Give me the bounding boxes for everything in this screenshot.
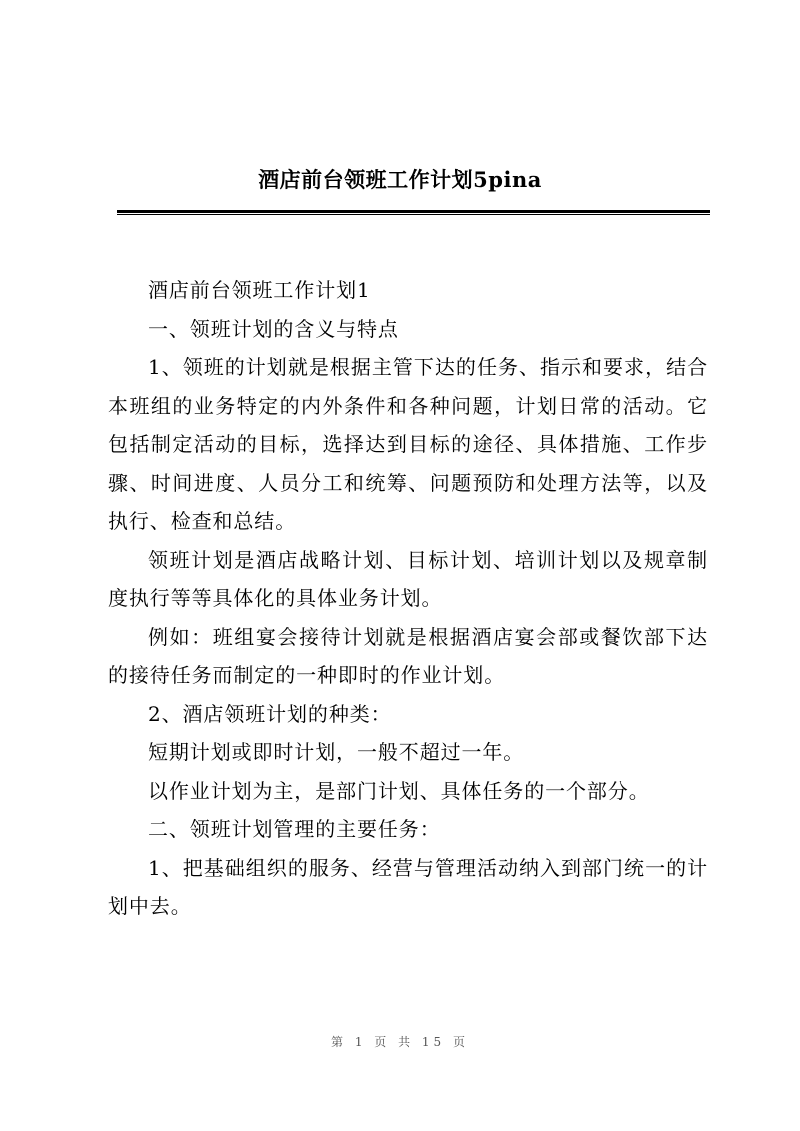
paragraph-section-two: 二、领班计划管理的主要任务： [148,817,441,841]
paragraph: 领班计划是酒店战略计划、目标计划、培训计划以及规章制度执行等等具体化的具体业务计划。 [108,547,708,610]
document-title: 酒店前台领班工作计划5pina [258,167,542,192]
paragraph-section-one: 一、领班计划的含义与特点 [148,316,399,341]
title-divider [117,210,710,215]
paragraph: 短期计划或即时计划，一般不超过一年。 [148,740,525,764]
paragraph: 1、领班的计划就是根据主管下达的任务、指示和要求，结合本班组的业务特定的内外条件和各种问题，计划日常的活动。它包括制定活动的目标，选择达到目标的途径、具体措施、工作步骤、时间进度、人员分工和统筹、问题预防和处理方法等，以及执行、检查和总结。 [108,355,708,533]
document-body [108,271,708,926]
paragraph-heading: 酒店前台领班工作计划1 [148,278,371,302]
paragraph: 例如：班组宴会接待计划就是根据酒店宴会部或餐饮部下达的接待任务而制定的一种即时的作业计划。 [108,624,708,687]
page-footer: 第 1 页 共 15 页 [331,1035,469,1049]
paragraph: 1、把基础组织的服务、经营与管理活动纳入到部门统一的计划中去。 [108,855,708,918]
paragraph: 以作业计划为主，是部门计划、具体任务的一个部分。 [148,778,650,803]
paragraph: 2、酒店领班计划的种类： [148,701,392,726]
